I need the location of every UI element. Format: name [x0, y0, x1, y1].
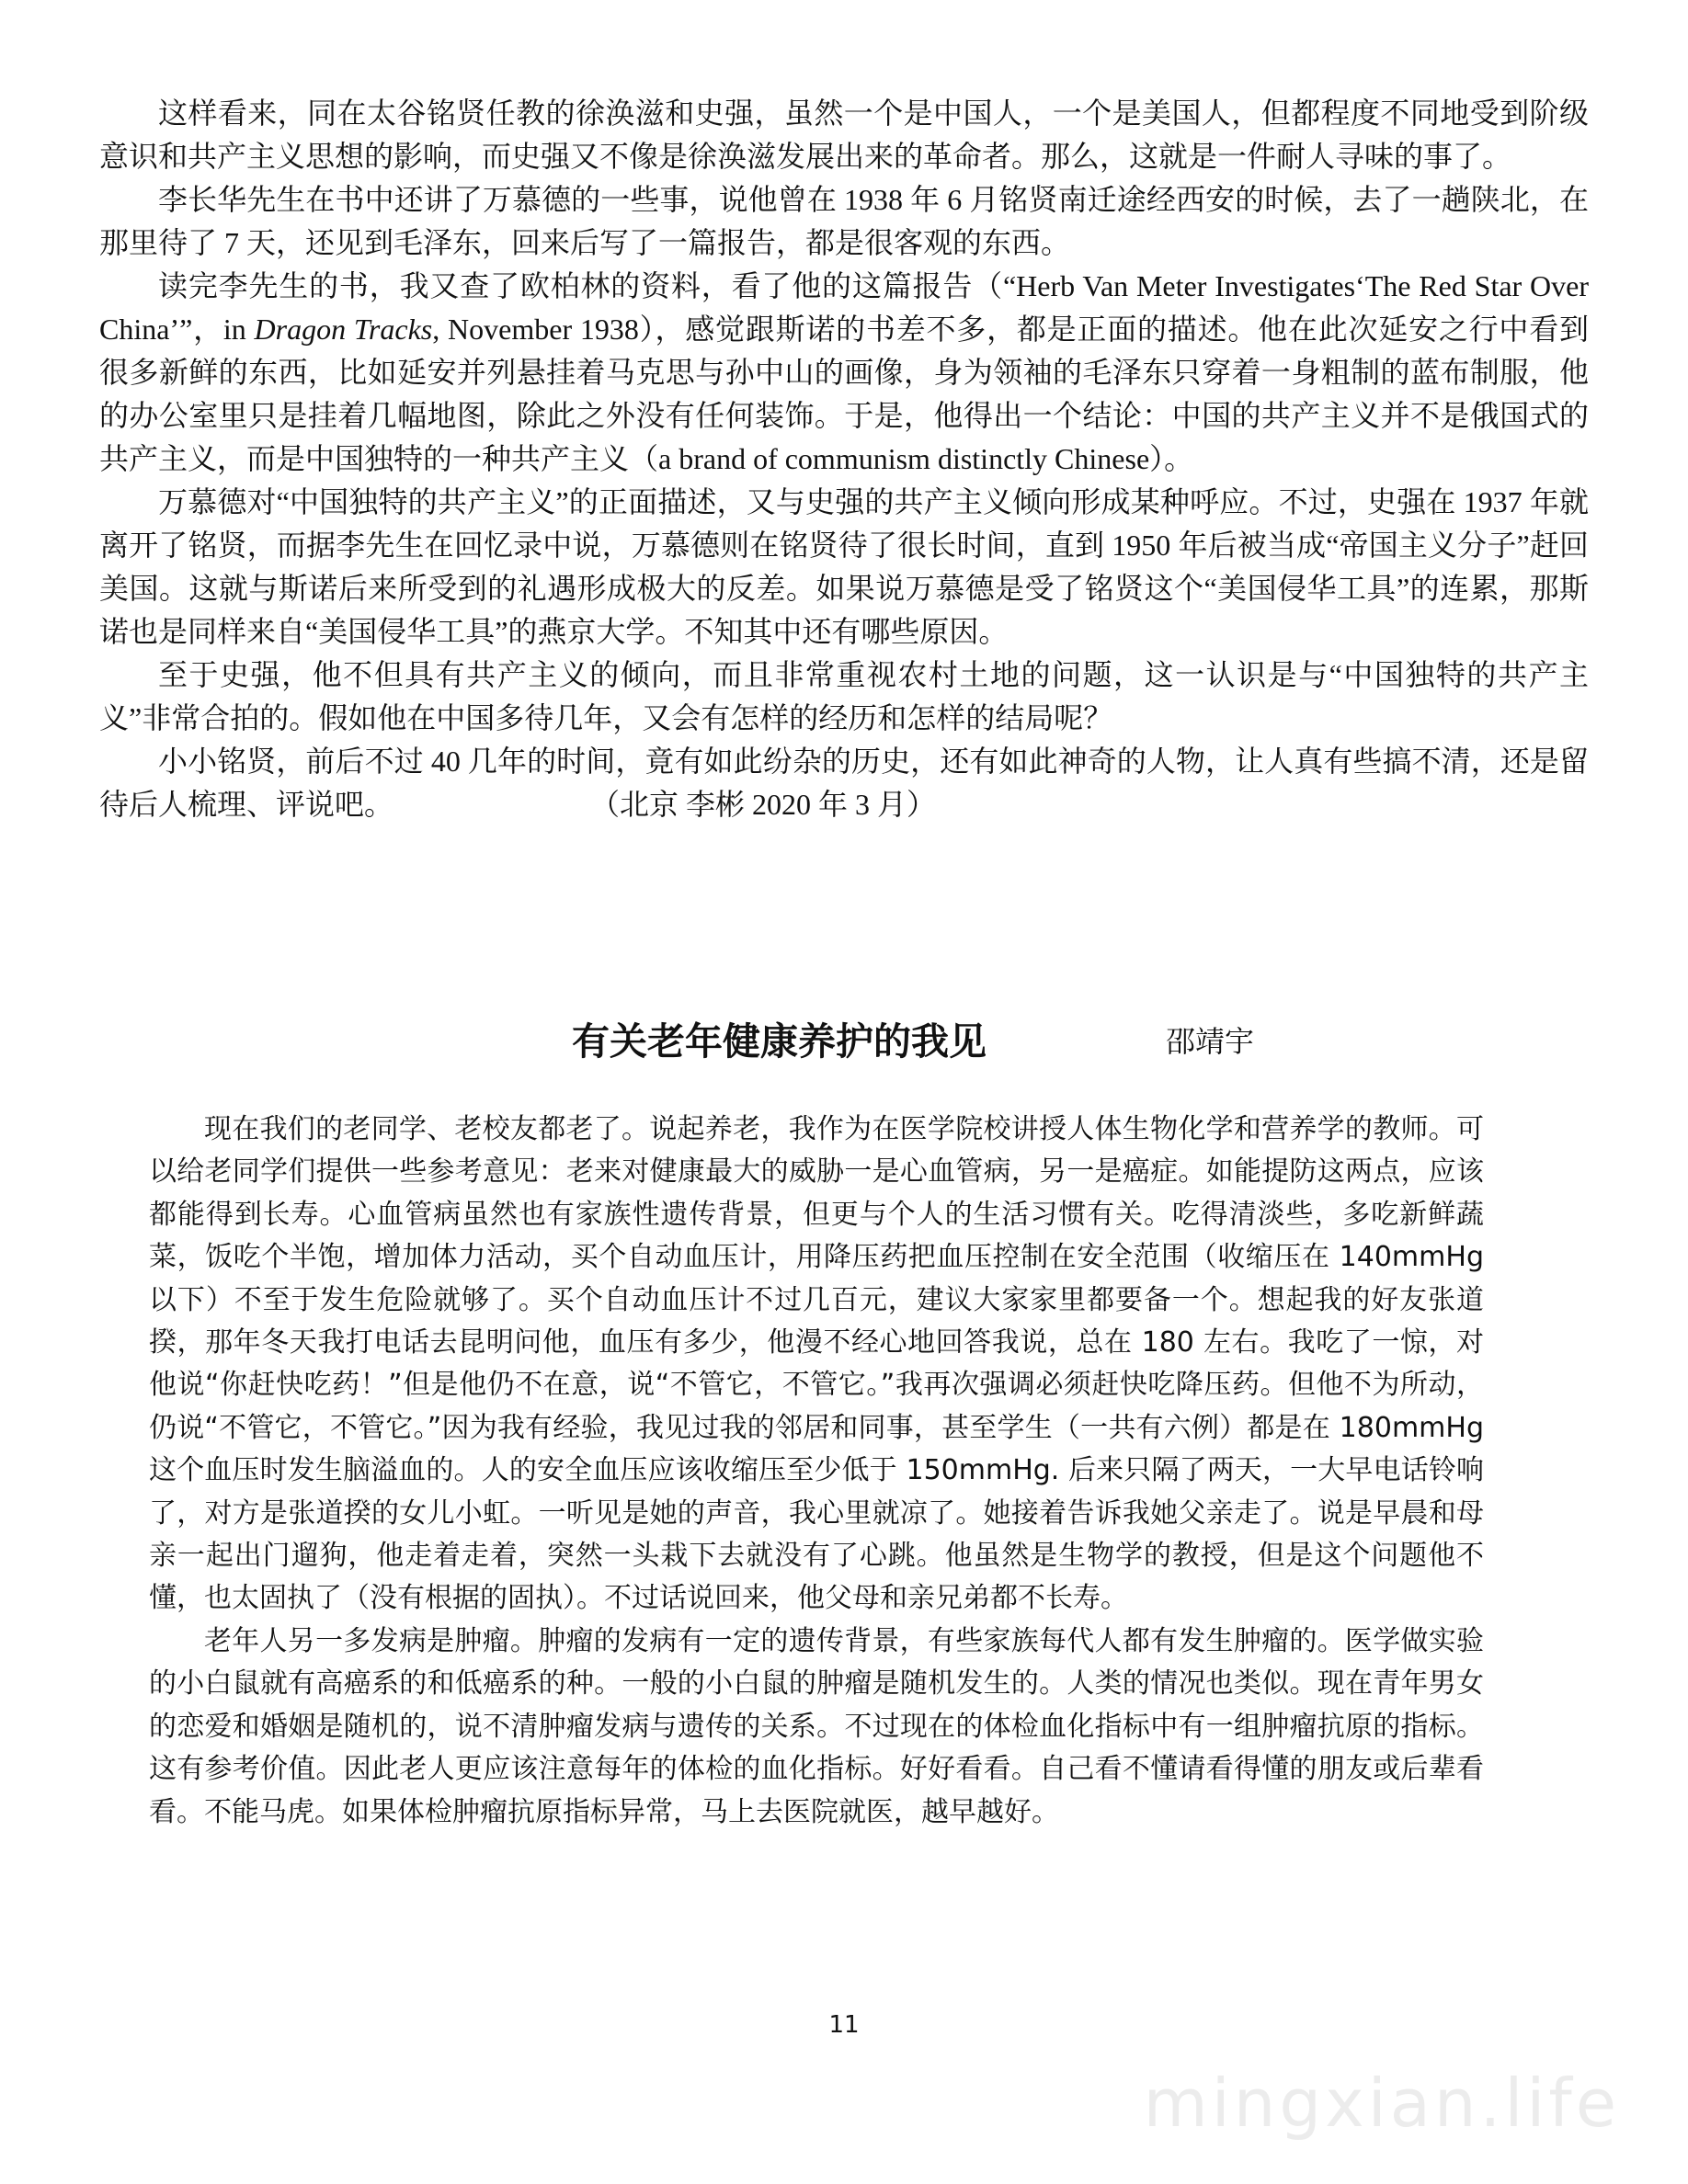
paragraph: 万慕德对“中国独特的共产主义”的正面描述，又与史强的共产主义倾向形成某种呼应。不过，史强在 1937 年就离开了铭贤，而据李先生在回忆录中说，万慕德则在铭贤待了很长时间，直到 1950 年后被当成“帝国主义分子”赶回美国。这就与斯诺后来所受到的礼遇形成极大的反差。如果说万慕德是受了铭贤这个“美国侵华工具”的连累，那斯诺也是同样来自“美国侵华工具”的燕京大学。不知其中还有哪些原因。	[99, 485, 1589, 648]
paragraph-text: , November 1938），感觉跟斯诺的书差不多，都是正面的描述。他在此次延安之行中看到很多新鲜的东西，比如延安并列悬挂着马克思与孙中山的画像，身为领袖的毛泽东只穿着一身粗制的蓝布制服，他的办公室里只是挂着几幅地图，除此之外没有任何装饰。于是，他得出一个结论：中国的共产主义并不是俄国式的共产主义，而是中国独特的一种共产主义（a brand of communism distinctly Chinese）。	[99, 313, 1589, 475]
paragraph: 至于史强，他不但具有共产主义的倾向，而且非常重视农村土地的问题，这一认识是与“中国独特的共产主义”非常合拍的。假如他在中国多待几年，又会有怎样的经历和怎样的结局呢？	[99, 658, 1589, 734]
paragraph-text: 读完李先生的书，我又查了欧柏林的资料，看了他的这篇报告（“Herb Van Meter Investigates‘The Red Star Over China’”，in	[99, 269, 1589, 346]
paragraph: 老年人另一多发病是肿瘤。肿瘤的发病有一定的遗传背景，有些家族每代人都有发生肿瘤的。医学做实验的小白鼠就有高癌系的和低癌系的种。一般的小白鼠的肿瘤是随机发生的。人类的情况也类似。现在青年男女的恋爱和婚姻是随机的，说不清肿瘤发病与遗传的关系。不过现在的体检血化指标中有一组肿瘤抗原的指标。这有参考价值。因此老人更应该注意每年的体检的血化指标。好好看看。自己看不懂请看得懂的朋友或后辈看看。不能马虎。如果体检肿瘤抗原指标异常，马上去医院就医，越早越好。	[149, 1624, 1484, 1828]
paragraph: 现在我们的老同学、老校友都老了。说起养老，我作为在医学院校讲授人体生物化学和营养学的教师。可以给老同学们提供一些参考意见：老来对健康最大的威胁一是心血管病，另一是癌症。如能提防这两点，应该都能得到长寿。心血管病虽然也有家族性遗传背景，但更与个人的生活习惯有关。吃得清淡些，多吃新鲜蔬菜，饭吃个半饱，增加体力活动，买个自动血压计，用降压药把血压控制在安全范围（收缩压在 140mmHg 以下）不至于发生危险就够了。买个自动血压计不过几百元，建议大家家里都要备一个。想起我的好友张道揆，那年冬天我打电话去昆明问他，血压有多少，他漫不经心地回答我说，总在 180 左右。我吃了一惊，对他说“你赶快吃药！”但是他仍不在意，说“不管它，不管它。”我再次强调必须赶快吃降压药。但他不为所动，仍说“不管它，不管它。”因为我有经验，我见过我的邻居和同事，甚至学生（一共有六例）都是在 180mmHg 这个血压时发生脑溢血的。人的安全血压应该收缩压至少低于 150mmHg. 后来只隔了两天，一大早电话铃响了，对方是张道揆的女儿小虹。一听见是她的声音，我心里就凉了。她接着告诉我她父亲走了。说是早晨和母亲一起出门遛狗，他走着走着，突然一头栽下去就没有了心跳。他虽然是生物学的教授，但是这个问题他不懂，也太固执了（没有根据的固执）。不过话说回来，他父母和亲兄弟都不长寿。	[149, 1113, 1484, 1615]
paragraph: 这样看来，同在太谷铭贤任教的徐涣滋和史强，虽然一个是中国人，一个是美国人，但都程度不同地受到阶级意识和共产主义思想的影响，而史强又不像是徐涣滋发展出来的革命者。那么，这就是一件耐人寻味的事了。	[99, 97, 1589, 173]
site-watermark: mingxian.life	[1143, 2065, 1620, 2142]
publication-title: Dragon Tracks	[254, 313, 433, 346]
page-number: 11	[828, 2011, 860, 2039]
paragraph: 李长华先生在书中还讲了万慕德的一些事，说他曾在 1938 年 6 月铭贤南迁途经西安的时候，去了一趟陕北，在那里待了 7 天，还见到毛泽东，回来后写了一篇报告，都是很客观的东西。	[99, 183, 1589, 259]
paragraph-closing	[99, 740, 1589, 826]
article-title: 有关老年健康养护的我见	[572, 1019, 987, 1064]
article-author: 邵靖宇	[1166, 1024, 1255, 1059]
paragraph-report	[99, 265, 1589, 481]
paragraph-text: 小小铭贤，前后不过 40 几年的时间，竟有如此纷杂的历史，还有如此神奇的人物，让人真有些搞不清，还是留待后人梳理、评说吧。	[99, 745, 1589, 821]
author-signature: （北京 李彬 2020 年 3 月）	[590, 788, 937, 821]
article-mingxian-history	[99, 92, 1589, 826]
article-elderly-health	[149, 1109, 1484, 1834]
